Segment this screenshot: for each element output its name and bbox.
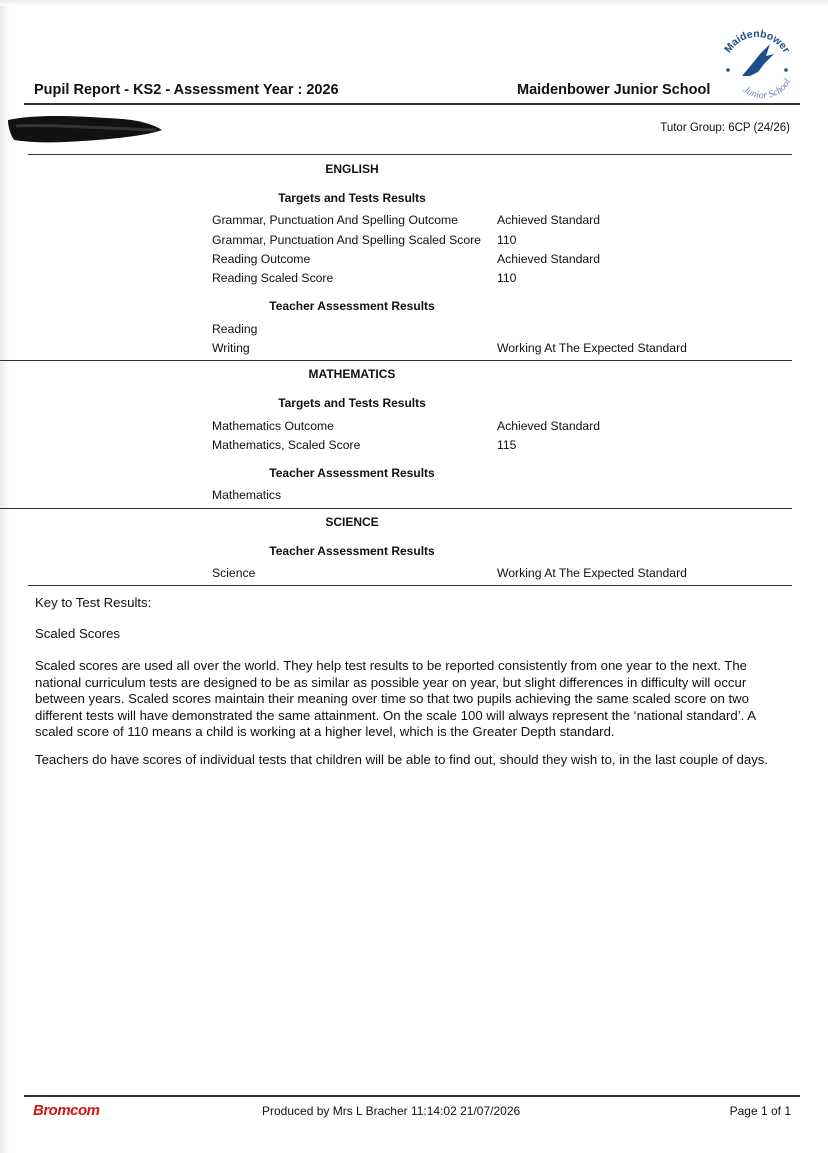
result-label: Grammar, Punctuation And Spelling Scaled Score xyxy=(212,233,481,247)
bird-icon xyxy=(742,44,774,76)
english-tests-heading: Targets and Tests Results xyxy=(278,191,426,205)
key-paragraph: Scaled scores are used all over the world. They help test results to be reported consistently from one year to the next. The national curriculum tests are designed to be as similar as possible year on year, but slight differences in difficulty will occur between years. Scaled scores maintain their meaning over time so that two pupils achieving the same scaled score on two different tests will have demonstrated the same attainment. On the scale 100 will always represent the ‘national standard’. A scaled score of 110 means a child is working at a higher level, which is the Greater Depth standard. xyxy=(35,658,756,739)
report-title: Pupil Report - KS2 - Assessment Year : 2026 xyxy=(34,82,339,98)
header-rule xyxy=(24,103,800,105)
result-value: 110 xyxy=(497,271,517,285)
result-label: Reading Outcome xyxy=(212,252,311,266)
result-label: Mathematics xyxy=(212,488,282,502)
result-value: Working At The Expected Standard xyxy=(497,341,687,355)
footer-rule xyxy=(24,1095,800,1097)
star-icon xyxy=(784,68,788,72)
maths-tests-heading: Targets and Tests Results xyxy=(278,396,426,410)
result-value: Achieved Standard xyxy=(497,252,600,266)
key-subheading: Scaled Scores xyxy=(35,626,121,641)
section-title-english: ENGLISH xyxy=(325,162,379,176)
redacted-pupil-name xyxy=(6,110,164,148)
science-ta-heading: Teacher Assessment Results xyxy=(269,544,435,558)
result-label: Writing xyxy=(212,341,250,355)
key-paragraph: Teachers do have scores of individual tests that children will be able to find out, should they wish to, in the last couple of days. xyxy=(35,752,769,767)
result-label: Science xyxy=(212,566,256,580)
result-label: Grammar, Punctuation And Spelling Outcome xyxy=(212,213,458,227)
star-icon xyxy=(726,68,730,72)
page-number: Page 1 of 1 xyxy=(729,1104,791,1118)
result-value: 110 xyxy=(497,233,517,247)
result-value: Working At The Expected Standard xyxy=(497,566,687,580)
key-heading: Key to Test Results: xyxy=(35,595,152,610)
logo-text-top: Maidenbower xyxy=(722,27,793,56)
result-label: Mathematics Outcome xyxy=(212,419,334,433)
produced-by: Produced by Mrs L Bracher 11:14:02 21/07/2026 xyxy=(262,1104,521,1118)
maths-ta-heading: Teacher Assessment Results xyxy=(269,466,435,480)
section-title-science: SCIENCE xyxy=(325,515,379,529)
school-logo xyxy=(714,20,800,106)
section-rule xyxy=(28,154,792,155)
page-edge-top xyxy=(0,0,828,6)
result-label: Mathematics, Scaled Score xyxy=(212,438,361,452)
section-rule xyxy=(28,585,792,586)
school-name: Maidenbower Junior School xyxy=(517,82,711,98)
result-value: 115 xyxy=(497,438,517,452)
tutor-group: Tutor Group: 6CP (24/26) xyxy=(660,122,790,134)
section-rule xyxy=(0,508,792,509)
section-title-mathematics: MATHEMATICS xyxy=(308,367,396,381)
result-value: Achieved Standard xyxy=(497,419,600,433)
bromcom-logo: Bromcom xyxy=(33,1102,100,1119)
svg-text:Maidenbower xyxy=(722,28,792,55)
svg-text:Junior School xyxy=(741,77,793,101)
result-label: Reading Scaled Score xyxy=(212,271,334,285)
section-rule xyxy=(0,360,792,361)
result-value: Achieved Standard xyxy=(497,213,600,227)
logo-text-bottom: Junior School xyxy=(740,77,794,102)
english-ta-heading: Teacher Assessment Results xyxy=(269,299,435,313)
result-label: Reading xyxy=(212,322,258,336)
page-edge xyxy=(0,0,10,1153)
